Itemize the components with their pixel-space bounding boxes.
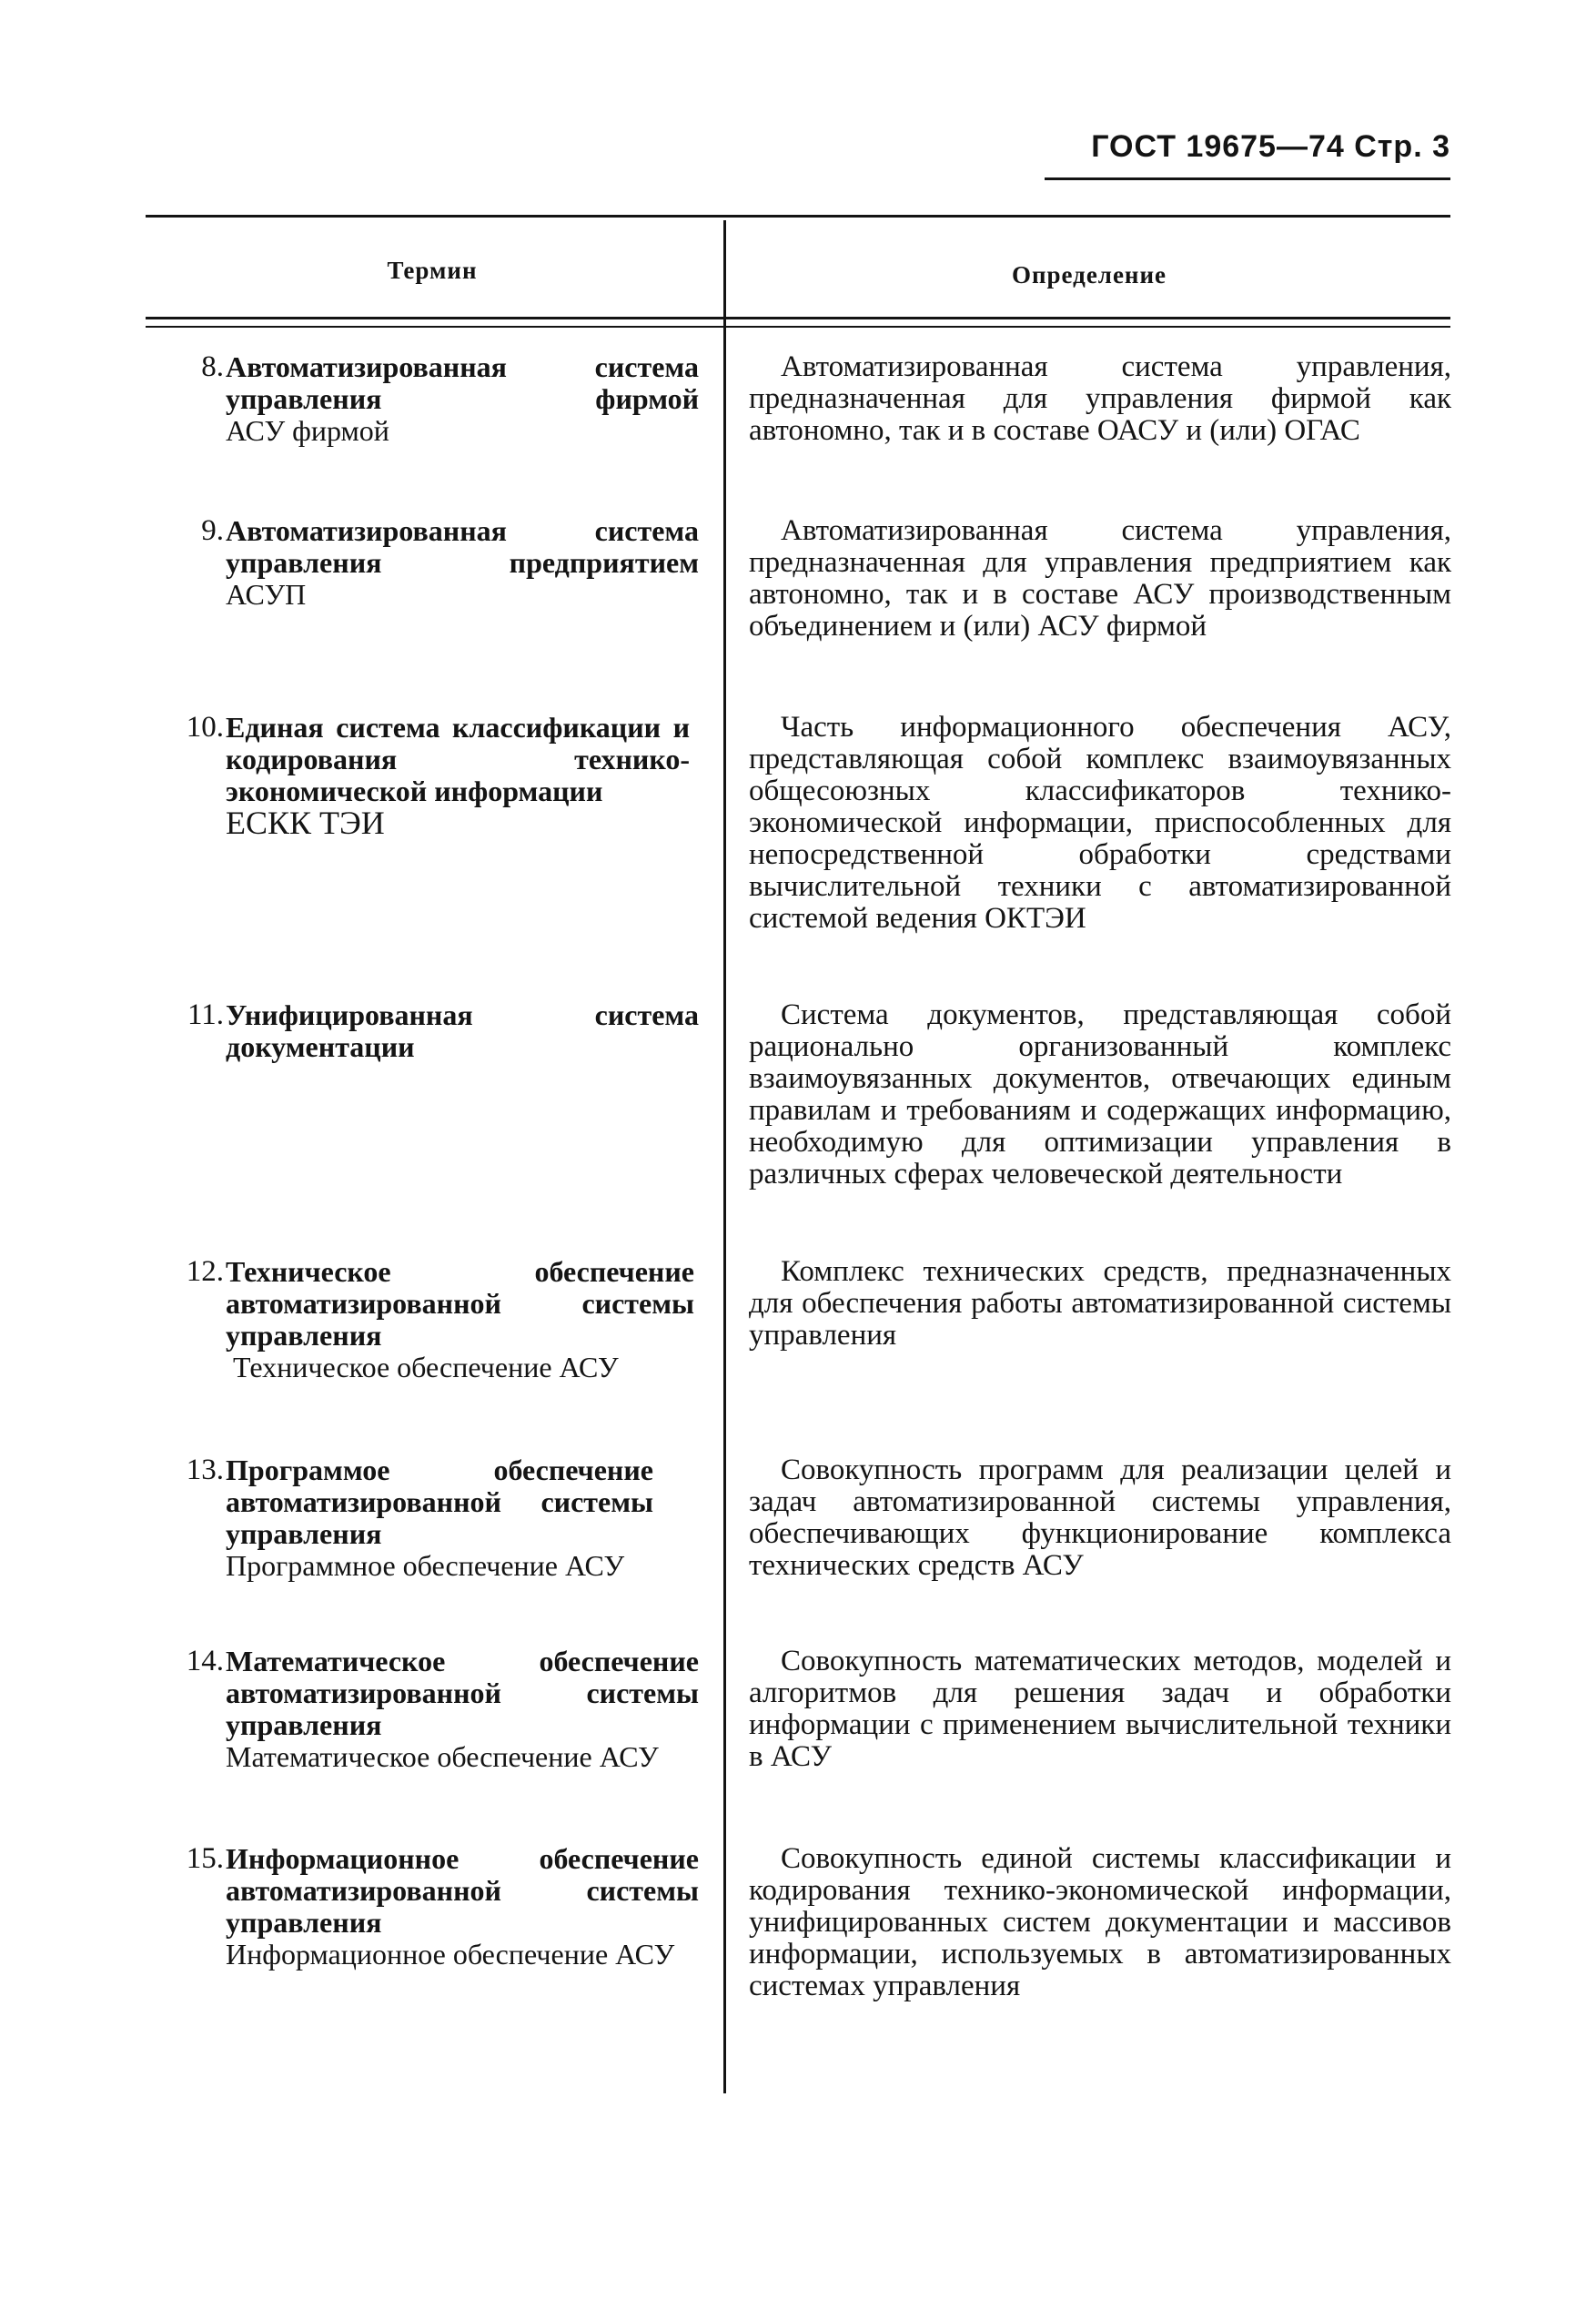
term-abbreviation: ЕСКК ТЭИ (226, 805, 385, 841)
term-text: Информационное обеспечение автоматизированной системы управления (226, 1842, 699, 1939)
term-cell (226, 1256, 694, 1383)
entry-number: 15. (186, 1842, 224, 1875)
term-text: Математическое обеспечение автоматизированной системы управления (226, 1645, 699, 1741)
page-header: ГОСТ 19675—74 Стр. 3 (1091, 129, 1450, 164)
term-cell (226, 351, 699, 447)
term-cell (226, 999, 699, 1063)
header-double-rule (146, 317, 1450, 319)
term-abbreviation: Математическое обеспечение АСУ (226, 1740, 659, 1773)
term-text: Автоматизированная система управления фирмой (226, 350, 699, 415)
header-double-rule (146, 326, 1450, 328)
entry-number: 9. (201, 514, 224, 547)
term-cell (226, 712, 690, 839)
entry-number: 13. (186, 1454, 224, 1486)
column-divider (723, 220, 726, 2093)
definition-text: Совокупность программ для реализации целей и задач автоматизированной системы управления, обеспечивающих функционирование комплекса технических средств АСУ (749, 1454, 1451, 1582)
term-text: Единая система классификации и кодирования технико-экономической информации (226, 711, 690, 807)
column-header-definition: Определение (1011, 261, 1167, 289)
definition-text: Комплекс технических средств, предназначенных для обеспечения работы автоматизированной системы управления (749, 1255, 1451, 1352)
term-text: Автоматизированная система управления предприятием (226, 514, 699, 579)
term-cell (226, 1843, 699, 1971)
entry-number: 14. (186, 1645, 224, 1677)
header-rule (1045, 177, 1450, 180)
table-top-rule (146, 215, 1450, 218)
entry-number: 10. (186, 711, 224, 744)
term-text: Программое обеспечение автоматизированной системы управления (226, 1454, 653, 1550)
definition-text: Автоматизированная система управления, предназначенная для управления фирмой как автономно, так и в составе ОАСУ и (или) ОГАС (749, 350, 1451, 447)
term-cell (226, 1454, 653, 1582)
entry-number: 11. (187, 998, 224, 1031)
term-text: Унифицированная система документации (226, 998, 699, 1063)
definition-text: Совокупность единой системы классификации и кодирования технико-экономической информации, унифицированных систем документации и массивов информации, используемых в автоматизированных системах управления (749, 1842, 1451, 2002)
term-abbreviation: Информационное обеспечение АСУ (226, 1938, 675, 1971)
definition-text: Часть информационного обеспечения АСУ, представляющая собой комплекс взаимоувязанных общесоюзных классификаторов технико-экономической информации, приспособленных для непосредственной обработки средствами вычислительной техники с автоматизированной системой ведения ОКТЭИ (749, 711, 1451, 935)
entry-number: 12. (186, 1255, 224, 1288)
entry-number: 8. (201, 350, 224, 383)
column-header-term: Термин (387, 257, 478, 284)
term-abbreviation: Техническое обеспечение АСУ (233, 1351, 619, 1383)
term-abbreviation: АСУ фирмой (226, 414, 389, 447)
term-text: Техническое обеспечение автоматизированной системы управления (226, 1255, 694, 1352)
definition-text: Автоматизированная система управления, предназначенная для управления предприятием как автономно, так и в составе АСУ производственным объединением и (или) АСУ фирмой (749, 514, 1451, 643)
term-abbreviation: АСУП (226, 578, 307, 611)
term-abbreviation: Программное обеспечение АСУ (226, 1549, 625, 1582)
definition-text: Система документов, представляющая собой рационально организованный комплекс взаимоувязанных документов, отвечающих единым правилам и требованиям и содержащих информацию, необходимую для оптимизации управления в различных сферах человеческой деятельности (749, 998, 1451, 1190)
term-cell (226, 515, 699, 611)
term-cell (226, 1646, 699, 1773)
definition-text: Совокупность математических методов, моделей и алгоритмов для решения задач и обработки информации с применением вычислительной техники в АСУ (749, 1645, 1451, 1773)
